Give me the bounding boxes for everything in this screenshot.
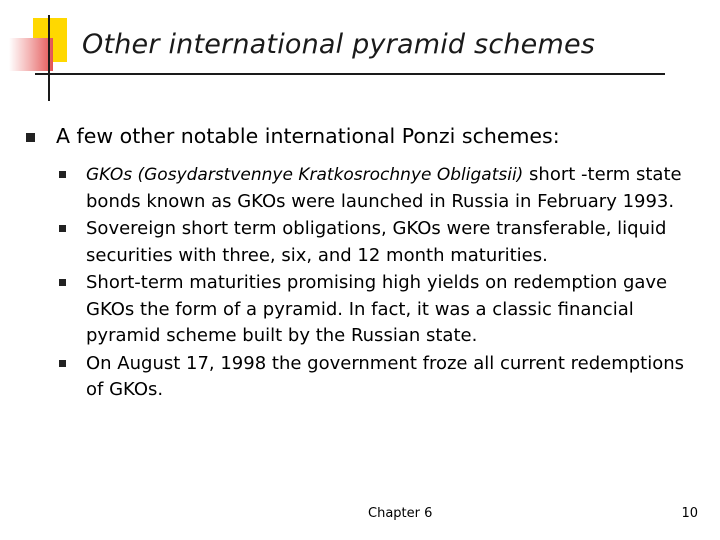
sub-bullet-list: [59, 162, 699, 405]
footer-page-number: 10: [681, 506, 698, 521]
title-underline-divider: [35, 73, 665, 75]
sub-bullet-text: short -term state bonds known as GKOs were launched in Russia in February 1993.: [86, 164, 682, 212]
sub-bullet-item: [59, 216, 699, 269]
sub-bullet-text: Sovereign short term obligations, GKOs were transferable, liquid securities with three, six, and 12 month maturities.: [86, 218, 667, 266]
decorative-vertical-line: [48, 15, 50, 101]
square-bullet-icon: [59, 279, 66, 286]
sub-bullet-italic-term: GKOs (Gosydarstvennye Kratkosrochnye Obligatsii): [86, 165, 524, 185]
square-bullet-icon: [59, 360, 66, 367]
decorative-red-gradient-bar: [9, 38, 53, 71]
sub-bullet-item: [59, 351, 699, 404]
slide-title: Other international pyramid schemes: [82, 29, 596, 60]
sub-bullet-text: Short-term maturities promising high yields on redemption gave GKOs the form of a pyramid. In fact, it was a classic financial pyramid scheme built by the Russian state.: [86, 272, 668, 346]
sub-bullet-item: [59, 162, 699, 215]
square-bullet-icon: [59, 171, 66, 178]
square-bullet-icon: [59, 225, 66, 232]
main-bullet-text: A few other notable international Ponzi schemes:: [56, 124, 560, 148]
sub-bullet-item: [59, 270, 699, 350]
footer-chapter-label: Chapter 6: [368, 506, 433, 521]
sub-bullet-text: On August 17, 1998 the government froze all current redemptions of GKOs.: [86, 352, 685, 400]
square-bullet-icon: [26, 133, 35, 142]
